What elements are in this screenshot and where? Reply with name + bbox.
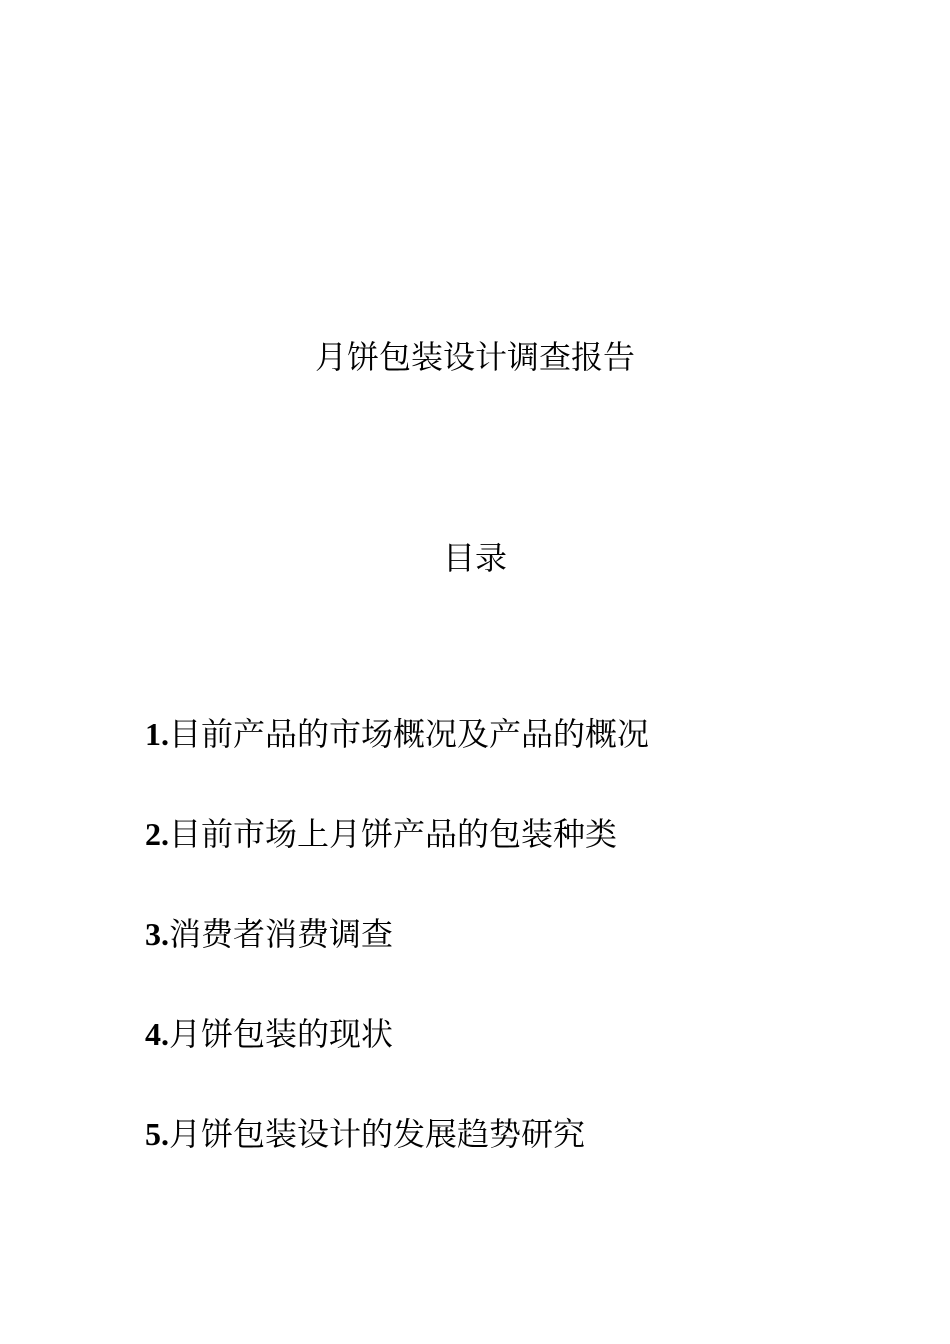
table-of-contents bbox=[145, 712, 865, 1212]
toc-item-number: 5. bbox=[145, 1116, 169, 1152]
toc-item-text: 月饼包装设计的发展趋势研究 bbox=[169, 1115, 586, 1153]
toc-heading: 目录 bbox=[442, 539, 507, 577]
toc-item-5 bbox=[145, 1112, 865, 1212]
toc-item-number: 4. bbox=[145, 1016, 169, 1052]
toc-item-text: 目前产品的市场概况及产品的概况 bbox=[169, 715, 650, 753]
toc-item-1 bbox=[145, 712, 865, 812]
toc-item-2 bbox=[145, 812, 865, 912]
toc-item-text: 消费者消费调查 bbox=[169, 915, 394, 953]
toc-item-number: 2. bbox=[145, 816, 169, 852]
toc-item-4 bbox=[145, 1012, 865, 1112]
toc-item-number: 3. bbox=[145, 916, 169, 952]
toc-item-text: 月饼包装的现状 bbox=[169, 1015, 394, 1053]
toc-item-3 bbox=[145, 912, 865, 1012]
document-title: 月饼包装设计调查报告 bbox=[314, 338, 635, 376]
toc-item-number: 1. bbox=[145, 716, 169, 752]
toc-item-text: 目前市场上月饼产品的包装种类 bbox=[169, 815, 618, 853]
